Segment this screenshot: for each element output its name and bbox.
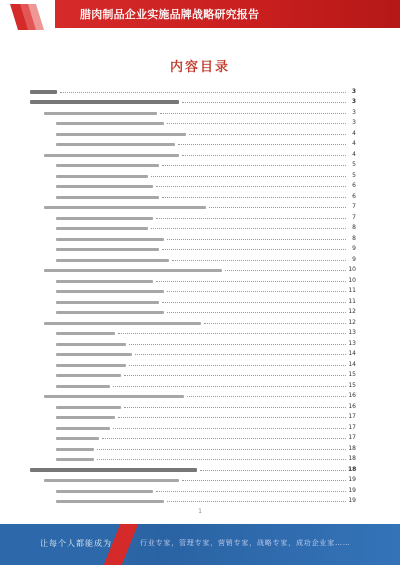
- toc-leader-dots: [118, 333, 346, 334]
- toc-leader-dots: [113, 386, 346, 387]
- toc-entry-text-bar: [30, 90, 57, 94]
- toc-entry[interactable]: [30, 179, 356, 190]
- toc-entry-text-bar: [56, 490, 153, 493]
- toc-entry-page: 12: [348, 318, 356, 326]
- toc-entry[interactable]: [30, 263, 356, 274]
- toc-entry[interactable]: [30, 294, 356, 305]
- toc-entry[interactable]: [30, 347, 356, 358]
- toc-entry-page: 19: [348, 476, 356, 483]
- toc-entry-page: 9: [352, 245, 356, 252]
- toc-entry-text-bar: [56, 448, 94, 451]
- toc-entry[interactable]: [30, 452, 356, 463]
- toc-entry-page: 5: [352, 171, 356, 179]
- toc-entry[interactable]: [30, 95, 356, 106]
- toc-leader-dots: [97, 459, 346, 460]
- toc-leader-dots: [167, 239, 346, 240]
- toc-entry-text-bar: [56, 122, 164, 125]
- toc-entry[interactable]: [30, 378, 356, 389]
- toc-entry[interactable]: [30, 462, 356, 473]
- toc-entry[interactable]: [30, 420, 356, 431]
- toc-entry-text-bar: [56, 353, 132, 356]
- toc-entry-page: 7: [352, 213, 356, 221]
- page-footer: [0, 524, 400, 565]
- toc-entry-text-bar: [56, 227, 148, 230]
- toc-entry-page: 4: [352, 150, 356, 158]
- toc-entry-text-bar: [56, 416, 115, 419]
- toc-entry-text-bar: [44, 112, 157, 115]
- toc-entry[interactable]: [30, 494, 356, 505]
- toc-entry-text-bar: [56, 164, 159, 167]
- toc-entry-page: 18: [348, 465, 357, 473]
- toc-entry-page: 10: [348, 266, 356, 273]
- toc-leader-dots: [167, 312, 346, 313]
- toc-leader-dots: [225, 270, 346, 271]
- toc-leader-dots: [182, 155, 346, 156]
- toc-entry[interactable]: [30, 389, 356, 400]
- toc-entry-page: 6: [352, 192, 356, 200]
- toc-entry[interactable]: [30, 147, 356, 158]
- toc-entry-text-bar: [44, 395, 184, 398]
- toc-entry-page: 11: [348, 287, 356, 294]
- toc-entry-text-bar: [56, 301, 159, 304]
- toc-entry[interactable]: [30, 473, 356, 484]
- toc-entry[interactable]: [30, 483, 356, 494]
- toc-leader-dots: [162, 165, 346, 166]
- toc-entry-page: 13: [348, 329, 356, 336]
- toc-entry[interactable]: [30, 116, 356, 127]
- toc-leader-dots: [187, 396, 346, 397]
- toc-entry-text-bar: [56, 175, 148, 178]
- toc-entry-text-bar: [56, 238, 164, 241]
- toc-entry-page: 4: [352, 140, 356, 147]
- toc-entry-text-bar: [56, 311, 164, 314]
- toc-entry-page: 13: [348, 339, 356, 347]
- toc-entry[interactable]: [30, 221, 356, 232]
- toc-entry-page: 18: [348, 444, 356, 452]
- toc-entry[interactable]: [30, 431, 356, 442]
- table-of-contents: [30, 84, 356, 509]
- header-title: 腊肉制品企业实施品牌战略研究报告: [80, 8, 260, 21]
- toc-entry-page: 6: [352, 182, 356, 189]
- toc-leader-dots: [162, 197, 346, 198]
- toc-entry[interactable]: [30, 158, 356, 169]
- toc-entry-page: 14: [348, 350, 356, 357]
- toc-leader-dots: [129, 344, 346, 345]
- toc-entry-text-bar: [44, 269, 222, 272]
- toc-leader-dots: [102, 438, 346, 439]
- toc-entry-page: 3: [352, 108, 356, 116]
- toc-entry-page: 9: [352, 255, 356, 263]
- toc-entry-text-bar: [44, 206, 206, 209]
- toc-entry-page: 14: [348, 360, 356, 368]
- toc-entry-text-bar: [56, 217, 153, 220]
- toc-entry-page: 19: [348, 497, 356, 504]
- toc-leader-dots: [97, 449, 346, 450]
- toc-entry-text-bar: [56, 332, 115, 335]
- toc-entry-text-bar: [56, 185, 153, 188]
- toc-entry-text-bar: [44, 479, 179, 482]
- toc-entry-page: 3: [351, 87, 356, 95]
- toc-leader-dots: [156, 491, 346, 492]
- toc-entry-text-bar: [56, 290, 164, 293]
- toc-entry[interactable]: [30, 126, 356, 137]
- toc-leader-dots: [129, 365, 346, 366]
- toc-leader-dots: [162, 302, 346, 303]
- toc-entry-text-bar: [56, 374, 121, 377]
- toc-entry[interactable]: [30, 242, 356, 253]
- toc-leader-dots: [182, 102, 346, 103]
- toc-entry[interactable]: [30, 231, 356, 242]
- toc-entry[interactable]: [30, 273, 356, 284]
- toc-entry-page: 18: [348, 455, 356, 462]
- toc-entry[interactable]: [30, 357, 356, 368]
- toc-leader-dots: [178, 144, 346, 145]
- toc-entry-text-bar: [30, 468, 197, 472]
- toc-leader-dots: [189, 134, 346, 135]
- toc-entry-page: 8: [352, 224, 356, 231]
- toc-entry-text-bar: [56, 143, 175, 146]
- toc-entry-text-bar: [44, 322, 201, 325]
- toc-leader-dots: [151, 176, 346, 177]
- toc-entry-page: 3: [351, 98, 356, 105]
- toc-entry-text-bar: [30, 100, 179, 104]
- toc-entry[interactable]: [30, 84, 356, 95]
- toc-entry[interactable]: [30, 105, 356, 116]
- toc-entry-page: 4: [352, 129, 356, 137]
- toc-leader-dots: [160, 113, 346, 114]
- toc-entry[interactable]: [30, 305, 356, 316]
- toc-entry-page: 19: [348, 486, 356, 494]
- page-number: 1: [198, 508, 202, 515]
- logo-icon: [6, 2, 54, 32]
- toc-entry[interactable]: [30, 189, 356, 200]
- toc-entry-page: 8: [352, 234, 356, 242]
- toc-entry-text-bar: [56, 458, 94, 461]
- toc-leader-dots: [167, 501, 346, 502]
- toc-entry-text-bar: [44, 154, 179, 157]
- toc-entry-page: 15: [348, 381, 356, 389]
- toc-entry-page: 17: [348, 434, 356, 441]
- toc-leader-dots: [200, 470, 346, 471]
- toc-leader-dots: [113, 428, 346, 429]
- toc-entry[interactable]: [30, 441, 356, 452]
- toc-entry[interactable]: [30, 368, 356, 379]
- toc-entry[interactable]: [30, 336, 356, 347]
- toc-entry-page: 7: [352, 203, 356, 210]
- footer-slogan-left: 让每个人都能成为: [40, 539, 112, 548]
- toc-entry[interactable]: [30, 326, 356, 337]
- toc-entry-page: 16: [348, 402, 356, 410]
- toc-title: 内容目录: [169, 60, 230, 75]
- toc-entry[interactable]: [30, 168, 356, 179]
- footer-slogan-right: 行业专家，管理专家，营销专家，战略专家，成功企业家……: [140, 539, 351, 547]
- toc-entry[interactable]: [30, 410, 356, 421]
- toc-entry-page: 10: [348, 276, 356, 284]
- toc-entry-text-bar: [56, 427, 110, 430]
- toc-entry-text-bar: [56, 406, 121, 409]
- toc-entry[interactable]: [30, 399, 356, 410]
- toc-entry[interactable]: [30, 137, 356, 148]
- toc-leader-dots: [182, 480, 346, 481]
- toc-leader-dots: [156, 218, 346, 219]
- toc-leader-dots: [204, 323, 346, 324]
- toc-entry[interactable]: [30, 284, 356, 295]
- toc-leader-dots: [156, 186, 346, 187]
- toc-leader-dots: [209, 207, 346, 208]
- toc-entry-page: 11: [348, 297, 356, 305]
- toc-entry[interactable]: [30, 210, 356, 221]
- toc-entry-page: 17: [348, 413, 356, 420]
- toc-entry[interactable]: [30, 200, 356, 211]
- toc-leader-dots: [167, 291, 346, 292]
- toc-leader-dots: [135, 354, 346, 355]
- toc-entry-text-bar: [56, 133, 186, 136]
- toc-entry-page: 17: [348, 423, 356, 431]
- toc-entry-text-bar: [56, 364, 126, 367]
- toc-entry-page: 3: [352, 119, 356, 126]
- toc-entry-text-bar: [56, 248, 159, 251]
- toc-leader-dots: [151, 228, 346, 229]
- toc-leader-dots: [162, 249, 346, 250]
- toc-entry-text-bar: [56, 259, 169, 262]
- toc-leader-dots: [172, 260, 346, 261]
- toc-entry-text-bar: [56, 500, 164, 503]
- toc-leader-dots: [156, 281, 346, 282]
- toc-entry[interactable]: [30, 315, 356, 326]
- toc-entry-text-bar: [56, 437, 99, 440]
- toc-entry-page: 16: [348, 392, 356, 399]
- toc-entry-text-bar: [56, 385, 110, 388]
- toc-leader-dots: [60, 92, 346, 93]
- toc-entry-page: 15: [348, 371, 356, 378]
- toc-leader-dots: [124, 407, 346, 408]
- toc-entry-page: 5: [352, 161, 356, 168]
- toc-leader-dots: [167, 123, 346, 124]
- toc-leader-dots: [118, 417, 346, 418]
- toc-entry[interactable]: [30, 252, 356, 263]
- toc-leader-dots: [124, 375, 346, 376]
- toc-entry-text-bar: [56, 280, 153, 283]
- toc-entry-text-bar: [56, 343, 126, 346]
- toc-entry-page: 12: [348, 308, 356, 315]
- page-header: [0, 0, 400, 34]
- toc-entry-text-bar: [56, 196, 159, 199]
